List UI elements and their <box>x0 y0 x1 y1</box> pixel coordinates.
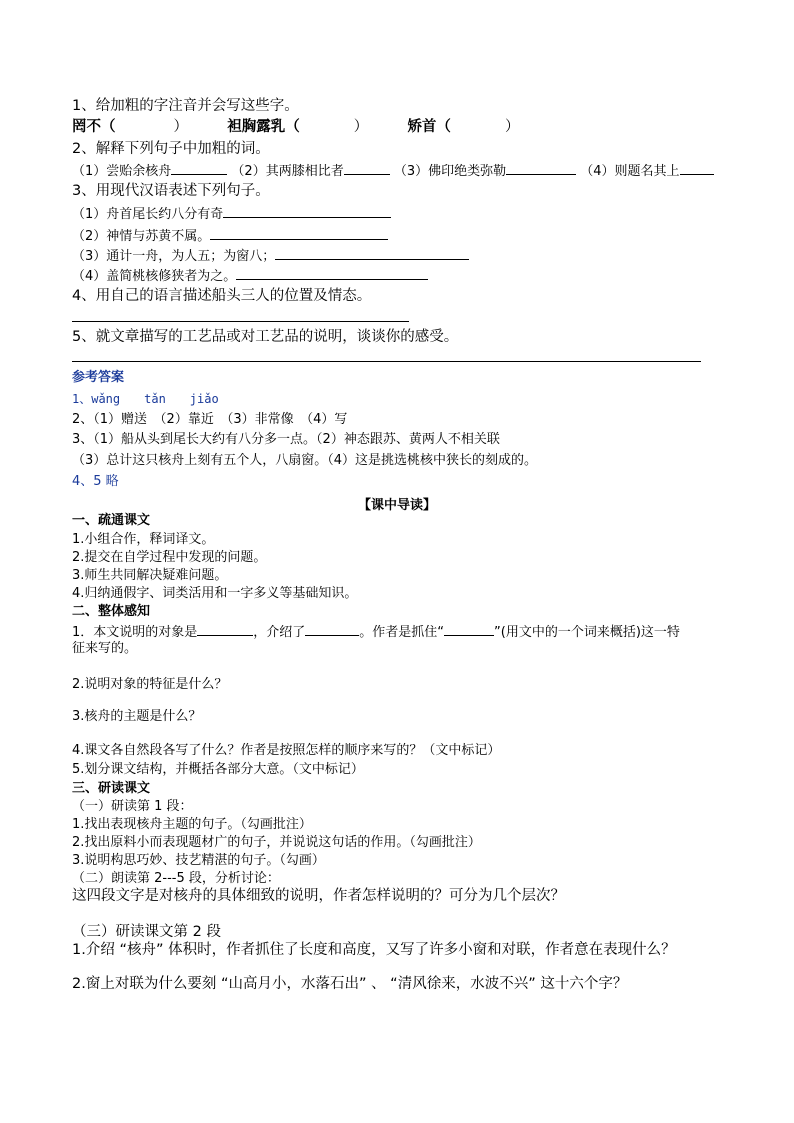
s2-question-1-cont: 征来写的。 <box>72 641 138 656</box>
s2-q1-part-b: ，介绍了 <box>253 625 306 640</box>
q1-paren-2: ） <box>353 119 369 135</box>
answer-line <box>344 161 390 175</box>
s2-question-1 <box>72 622 680 642</box>
s2-question-4: 4.课文各自然段各写了什么？作者是按照怎样的顺序来写的？（文中标记） <box>72 743 501 758</box>
s3-part-1: （一）研读第 1 段： <box>72 799 193 814</box>
answer-line <box>197 622 253 636</box>
question-4: 4、用自己的语言描述船头三人的位置及情态。 <box>72 288 372 304</box>
question-5: 5、就文章描写的工艺品或对工艺品的说明，谈谈你的感受。 <box>72 329 459 345</box>
q1-item-2: 袒胸露乳（ <box>227 119 300 135</box>
answer-line <box>680 161 714 175</box>
q3-item-4 <box>72 266 428 286</box>
section-1-heading: 一、疏通课文 <box>72 513 151 528</box>
s1-item-4: 4.归纳通假字、词类活用和一字多义等基础知识。 <box>72 586 358 601</box>
q2-item-2: （2）其两膝相比者 <box>231 164 344 179</box>
s2-question-5: 5.划分课文结构，并概括各部分大意。（文中标记） <box>72 762 364 777</box>
answer-3-cont: （3）总计这只核舟上刻有五个人，八扇窗。（4）这是挑选桃核中狭长的刻成的。 <box>72 453 538 468</box>
answer-line-q5 <box>72 361 701 362</box>
s3-p1-item-1: 1.找出表现核舟主题的句子。（勾画批注） <box>72 817 312 832</box>
question-3: 3、用现代汉语表述下列句子。 <box>72 183 270 199</box>
question-1-items <box>72 118 519 136</box>
s3-p3-question-1: 1.介绍 “核舟” 体积时，作者抓住了长度和高度，又写了许多小窗和对联，作者意在表现什么？ <box>72 942 676 958</box>
q3-item-1 <box>72 204 391 224</box>
answer-2: 2、（1）赠送 （2）靠近 （3）非常像 （4）写 <box>72 412 348 427</box>
s1-item-3: 3.师生共同解决疑难问题。 <box>72 568 228 583</box>
q3-text-1: （1）舟首尾长约八分有奇 <box>72 207 224 222</box>
answer-line <box>275 246 469 260</box>
s2-question-2: 2.说明对象的特征是什么？ <box>72 677 228 692</box>
s3-p3-question-2: 2.窗上对联为什么要刻 “山高月小，水落石出” 、 “清风徐来，水波不兴” 这十六个字？ <box>72 976 628 992</box>
answer-line <box>223 204 391 218</box>
answer-4-5: 4、5 略 <box>72 474 119 489</box>
answer-3: 3、（1）船从头到尾长大约有八分多一点。（2）神态跟苏、黄两人不相关联 <box>72 432 500 447</box>
answer-line <box>210 226 388 240</box>
q3-text-2: （2）神情与苏黄不属。 <box>72 229 211 244</box>
q1-paren-1: ） <box>173 119 188 135</box>
q2-item-3: （3）佛印绝类弥勒 <box>393 164 507 179</box>
answer-line <box>236 266 428 280</box>
q3-item-3 <box>72 246 469 266</box>
s1-item-1: 1.小组合作，释词译文。 <box>72 532 215 547</box>
s2-q1-part-d: ”(用文中的一个词来概括)这一特 <box>494 625 680 640</box>
section-2-heading: 二、整体感知 <box>72 604 151 619</box>
q2-item-4: （4）则题名其上 <box>580 164 680 179</box>
s2-q1-part-a: 1．本文说明的对象是 <box>72 625 198 640</box>
s3-part-2: （二）朗读第 2---5 段，分析讨论： <box>72 871 280 886</box>
q2-item-1: （1）尝贻余核舟 <box>72 164 172 179</box>
s1-item-2: 2.提交在自学过程中发现的问题。 <box>72 550 267 565</box>
q3-text-3: （3）通计一舟，为人五；为窗八； <box>72 249 276 264</box>
s2-question-3: 3.核舟的主题是什么？ <box>72 709 202 724</box>
question-2-items <box>72 161 714 181</box>
s3-p1-item-2: 2.找出原料小而表现题材广的句子，并说说这句话的作用。（勾画批注） <box>72 835 481 850</box>
q3-item-2 <box>72 226 388 246</box>
answers-title: 参考答案 <box>72 370 125 385</box>
q1-item-3: 矫首（ <box>407 119 451 135</box>
answer-1: 1、wǎng tǎn jiǎo <box>72 392 219 406</box>
answer-line-q4 <box>72 321 409 322</box>
s3-p2-question: 这四段文字是对核舟的具体细致的说明，作者怎样说明的？可分为几个层次？ <box>72 888 565 904</box>
q1-paren-3: ） <box>504 119 520 135</box>
section-3-heading: 三、研读课文 <box>72 781 151 796</box>
s3-part-3: （三）研读课文第 2 段 <box>72 924 221 940</box>
answer-line <box>444 622 494 636</box>
s2-q1-part-c: 。作者是抓住“ <box>359 625 445 640</box>
s3-p1-item-3: 3.说明构思巧妙、技艺精湛的句子。（勾画） <box>72 853 325 868</box>
question-2: 2、解释下列句子中加粗的词。 <box>72 141 270 157</box>
section-title: 【课中导读】 <box>357 498 436 513</box>
question-1: 1、给加粗的字注音并会写这些字。 <box>72 98 299 114</box>
q1-item-1: 罔不（ <box>72 119 116 135</box>
answer-line <box>305 622 359 636</box>
answer-line <box>171 161 227 175</box>
answer-line <box>506 161 576 175</box>
q3-text-4: （4）盖简桃核修狭者为之。 <box>72 269 237 284</box>
